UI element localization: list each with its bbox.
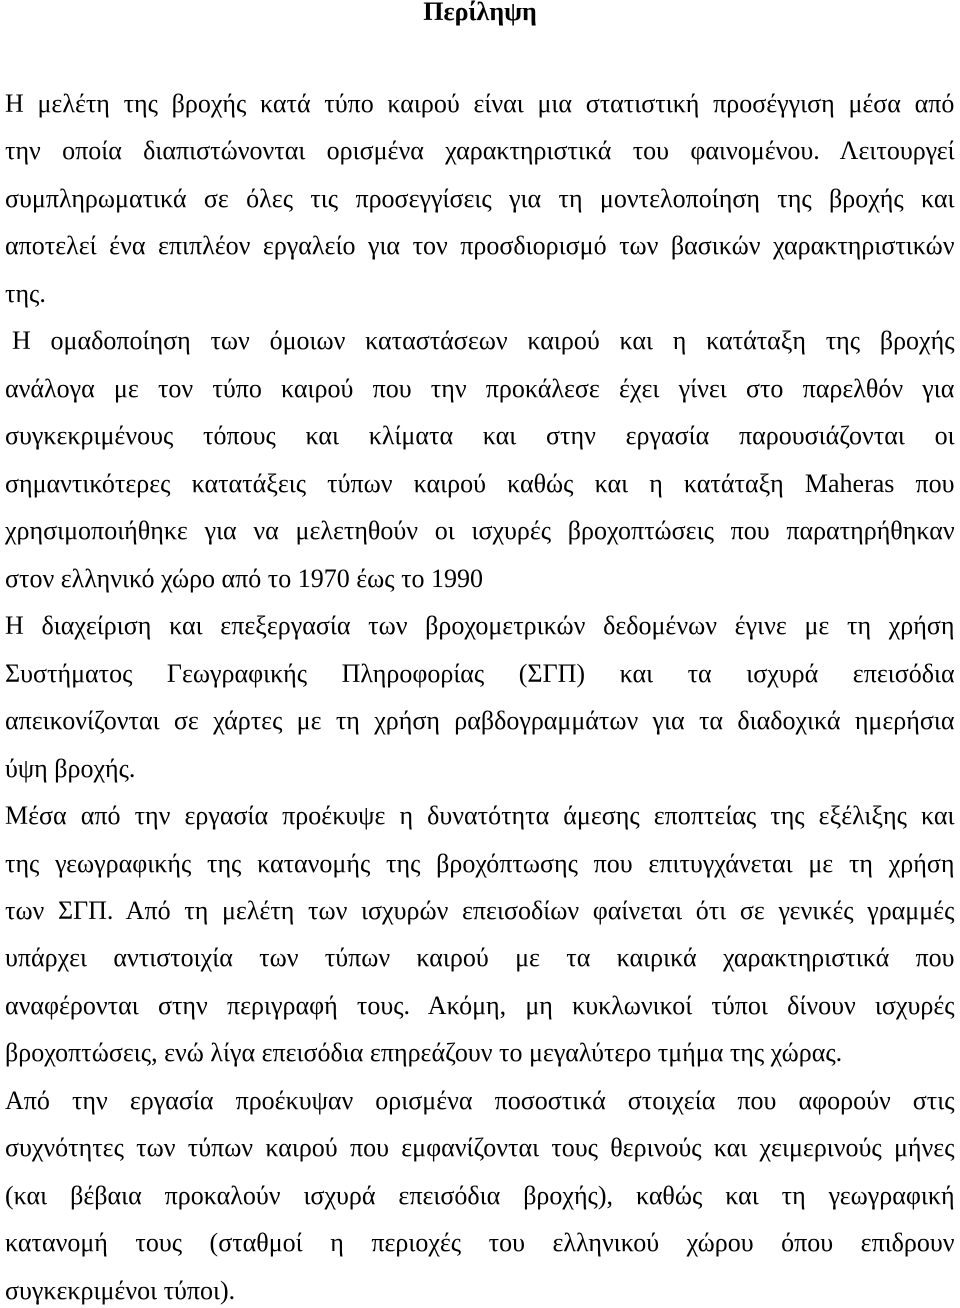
text-line: στον ελληνικό χώρο από το 1970 έως το 1990 bbox=[5, 563, 484, 593]
text-line: Η διαχείριση και επεξεργασία των βροχομετρικών δεδομένων έγινε με τη χρήση bbox=[5, 611, 955, 641]
text-line: Η μελέτη της βροχής κατά τύπο καιρού είναι μια στατιστική προσέγγιση μέσα από bbox=[5, 89, 955, 118]
paragraph-2 bbox=[5, 326, 955, 593]
text-line: βροχοπτώσεις, ενώ λίγα επεισόδια επηρεάζουν το μεγαλύτερο τμήμα της χώρας. bbox=[5, 1038, 843, 1068]
text-line: της. bbox=[5, 278, 46, 308]
text-line: Μέσα από την εργασία προέκυψε η δυνατότητα άμεσης εποπτείας της εξέλιξης και bbox=[5, 801, 955, 831]
text-line: την οποία διαπιστώνονται ορισμένα χαρακτηριστικά του φαινομένου. Λειτουργεί bbox=[5, 136, 955, 166]
text-line: συγκεκριμένους τόπους και κλίματα και στην εργασία παρουσιάζονται οι bbox=[5, 421, 955, 451]
text-line: Η ομαδοποίηση των όμοιων καταστάσεων καιρού και η κατάταξη της βροχής bbox=[12, 326, 955, 356]
text-line: συμπληρωματικά σε όλες τις προσεγγίσεις για τη μοντελοποίηση της βροχής και bbox=[5, 183, 955, 213]
text-line: ανάλογα με τον τύπο καιρού που την προκάλεσε έχει γίνει στο παρελθόν για bbox=[5, 373, 955, 403]
text-line: των ΣΓΠ. Από τη μελέτη των ισχυρών επεισοδίων φαίνεται ότι σε γενικές γραμμές bbox=[5, 895, 955, 925]
text-line: Από την εργασία προέκυψαν ορισμένα ποσοστικά στοιχεία που αφορούν στις bbox=[5, 1085, 955, 1115]
paragraph-5 bbox=[5, 1086, 955, 1306]
text-line: συγκεκριμένοι τύποι). bbox=[5, 1275, 236, 1305]
text-line: συχνότητες των τύπων καιρού που εμφανίζονται τους θερινούς και χειμερινούς μήνες bbox=[5, 1133, 955, 1163]
text-line: ύψη βροχής. bbox=[5, 753, 136, 783]
paragraph-3 bbox=[5, 611, 955, 783]
text-line: αναφέρονται στην περιγραφή τους. Ακόμη, μη κυκλωνικοί τύποι δίνουν ισχυρές bbox=[5, 990, 955, 1020]
paragraph-1 bbox=[5, 89, 955, 309]
text-line: σημαντικότερες κατατάξεις τύπων καιρού καθώς και η κατάταξη Maheras που bbox=[5, 468, 955, 498]
text-line: υπάρχει αντιστοιχία των τύπων καιρού με τα καιρικά χαρακτηριστικά που bbox=[5, 943, 955, 973]
text-line: Συστήματος Γεωγραφικής Πληροφορίας (ΣΓΠ) και τα ισχυρά επεισόδια bbox=[5, 658, 955, 688]
abstract-title: Περίληψη bbox=[423, 0, 537, 26]
paragraph-4 bbox=[5, 801, 955, 1068]
text-line: αποτελεί ένα επιπλέον εργαλείο για τον προσδιορισμό των βασικών χαρακτηριστικών bbox=[5, 231, 955, 261]
text-line: απεικονίζονται σε χάρτες με τη χρήση ραβδογραμμάτων για τα διαδοχικά ημερήσια bbox=[5, 706, 955, 736]
text-line: χρησιμοποιήθηκε για να μελετηθούν οι ισχυρές βροχοπτώσεις που παρατηρήθηκαν bbox=[5, 516, 955, 546]
text-line: (και βέβαια προκαλούν ισχυρά επεισόδια βροχής), καθώς και τη γεωγραφική bbox=[5, 1180, 955, 1210]
abstract-body bbox=[5, 89, 955, 1306]
text-line: κατανομή τους (σταθμοί η περιοχές του ελληνικού χώρου όπου επιδρουν bbox=[5, 1228, 955, 1258]
text-line: της γεωγραφικής της κατανομής της βροχόπτωσης που επιτυγχάνεται με τη χρήση bbox=[5, 848, 955, 878]
